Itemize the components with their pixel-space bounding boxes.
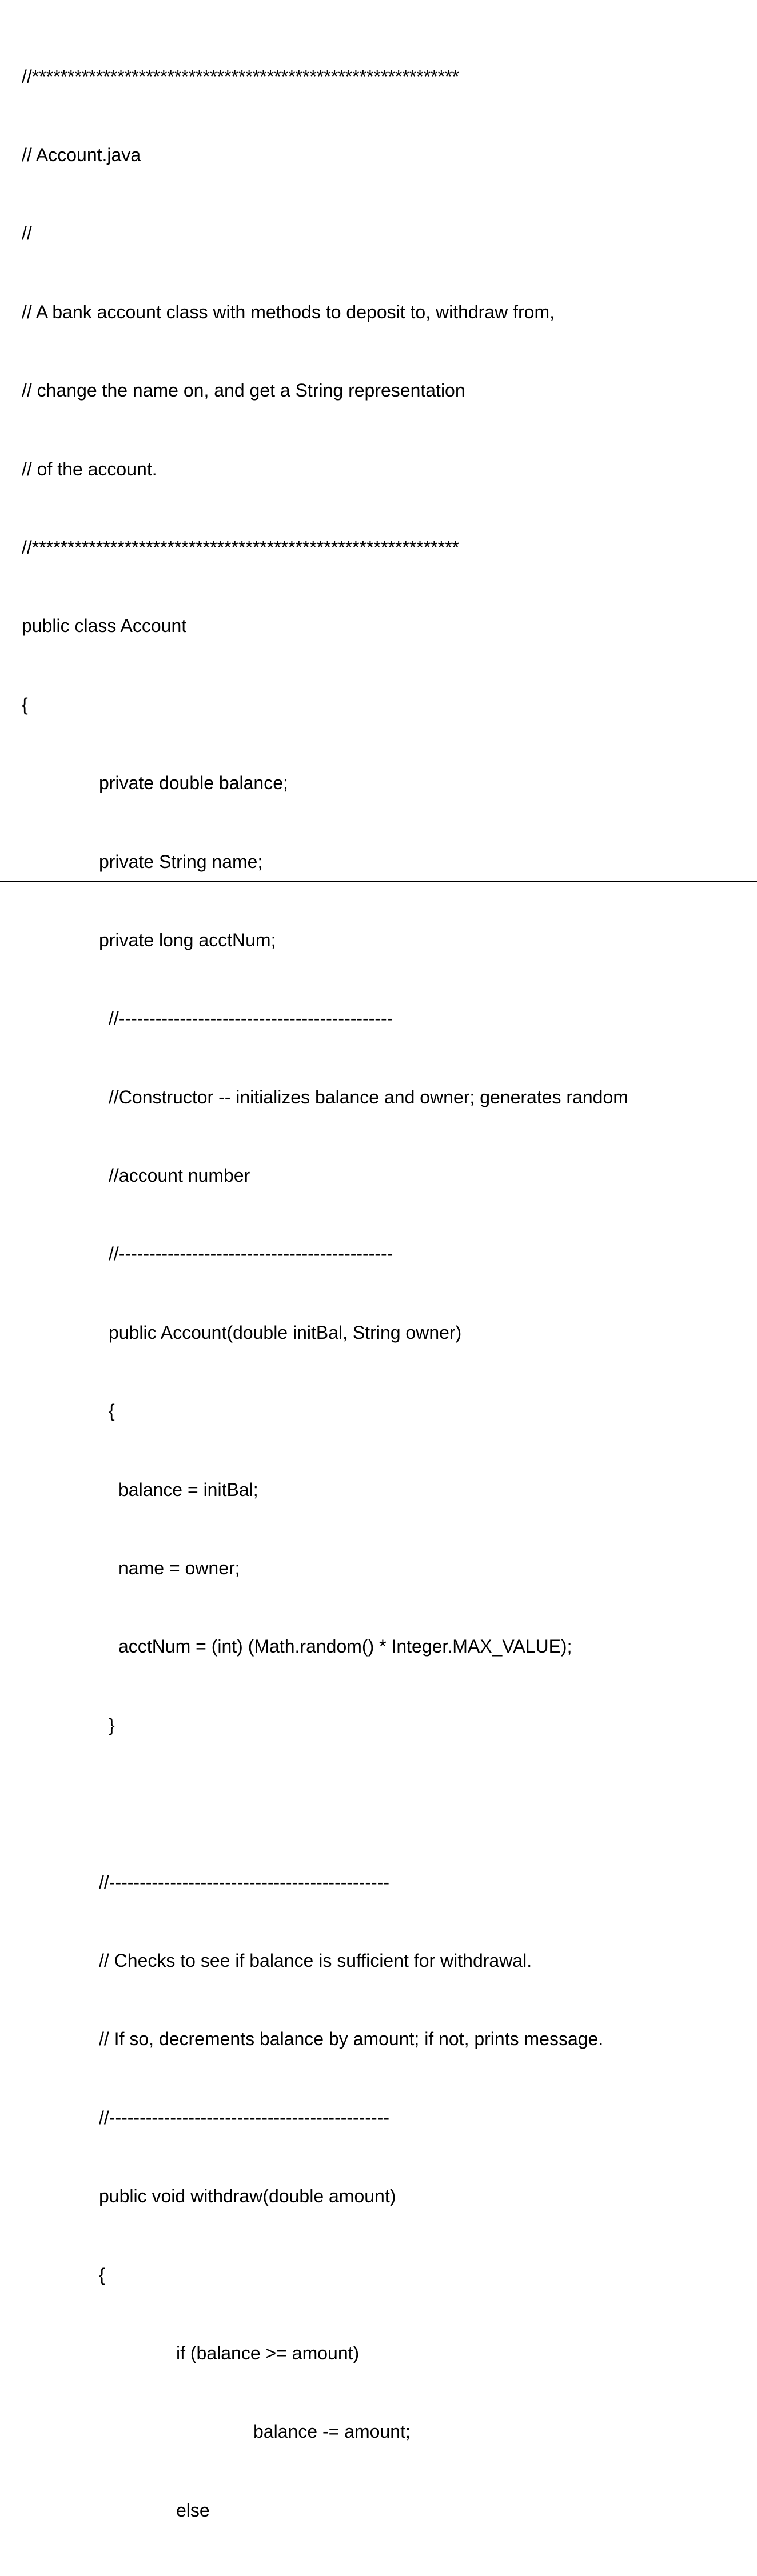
constructor-comment-1: //Constructor -- initializes balance and owner; generates random — [109, 1086, 628, 1107]
class-declaration: public class Account — [22, 615, 187, 637]
code-listing — [22, 11, 748, 2576]
if-statement: if (balance >= amount) — [176, 2342, 360, 2363]
withdraw-comment-2: // If so, decrements balance by amount; if not, prints message. — [99, 2029, 604, 2050]
constructor-signature: public Account(double initBal, String owner) — [109, 1322, 462, 1343]
withdraw-signature: public void withdraw(double amount) — [99, 2186, 396, 2207]
blank-line — [22, 1791, 748, 1817]
assign-balance: balance = initBal; — [118, 1479, 258, 1500]
constructor-rule-top: //--------------------------------------------- — [109, 1008, 393, 1029]
field-name: private String name; — [99, 851, 263, 872]
description-comment-3: // of the account. — [22, 458, 157, 479]
class-open-brace: { — [22, 694, 28, 715]
constructor-close-brace: } — [109, 1714, 115, 1735]
else-statement: else — [176, 2499, 210, 2521]
file-name-comment: // Account.java — [22, 144, 141, 165]
constructor-comment-2: //account number — [109, 1165, 250, 1186]
withdraw-open-brace: { — [99, 2264, 105, 2285]
field-acctnum: private long acctNum; — [99, 929, 276, 950]
assign-name: name = owner; — [118, 1558, 240, 1579]
withdraw-comment-1: // Checks to see if balance is sufficient for withdrawal. — [99, 1950, 532, 1971]
description-comment-1: // A bank account class with methods to deposit to, withdraw from, — [22, 301, 555, 322]
header-rule-top: //************************************************************ — [22, 66, 459, 87]
withdraw-rule-bottom: //---------------------------------------------- — [99, 2107, 389, 2128]
assign-acctnum: acctNum = (int) (Math.random() * Integer.MAX_VALUE); — [118, 1636, 572, 1657]
field-balance: private double balance; — [99, 773, 288, 794]
comment-line: // — [22, 223, 32, 244]
decrement-statement: balance -= amount; — [253, 2421, 411, 2442]
withdraw-rule-top: //---------------------------------------------- — [99, 1871, 389, 1893]
constructor-rule-bottom: //--------------------------------------------- — [109, 1243, 393, 1265]
constructor-open-brace: { — [109, 1401, 115, 1422]
description-comment-2: // change the name on, and get a String representation — [22, 380, 465, 401]
header-rule-bottom: //************************************************************ — [22, 537, 459, 558]
